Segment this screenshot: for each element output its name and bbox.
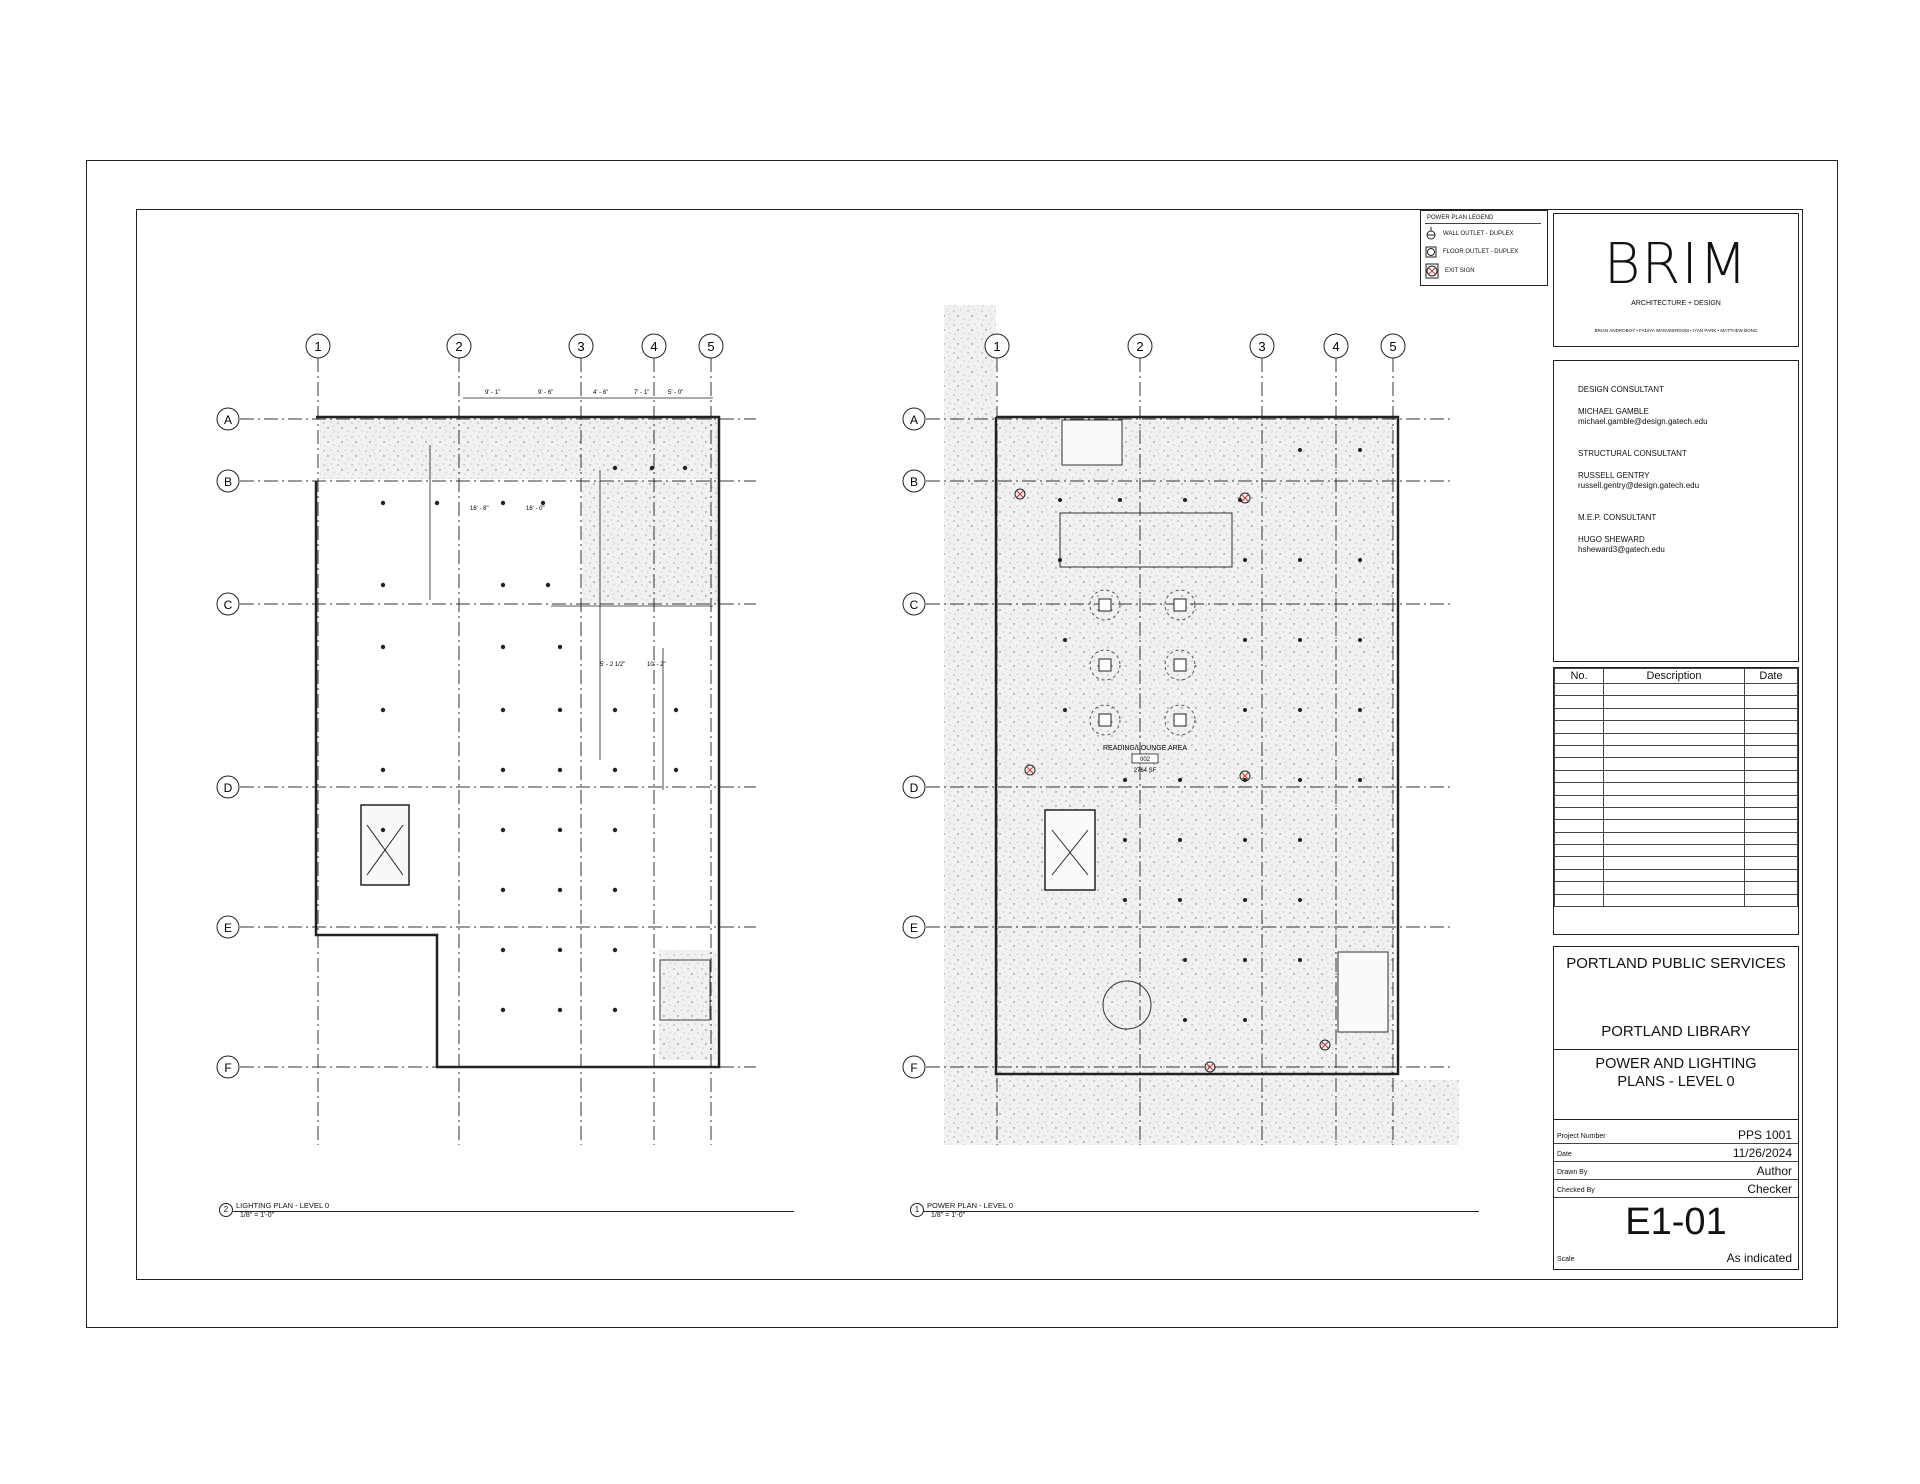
revision-cell (1745, 845, 1798, 857)
grid-label-row: A (223, 413, 233, 427)
revision-cell (1555, 770, 1604, 782)
revision-cell (1745, 708, 1798, 720)
revision-cell (1604, 721, 1745, 733)
outlet (1298, 898, 1302, 902)
outlet (1183, 958, 1187, 962)
revision-row (1555, 882, 1798, 894)
consultant-role: M.E.P. CONSULTANT (1578, 513, 1657, 522)
field-label: Date (1557, 1151, 1572, 1158)
revision-cell (1604, 708, 1745, 720)
grid-label-row: C (909, 598, 919, 612)
power-slab-bottom (996, 1067, 1393, 1145)
revision-row (1555, 783, 1798, 795)
outlet (1178, 838, 1182, 842)
light-fixture (381, 501, 385, 505)
consultant-name: MICHAEL GAMBLE (1578, 407, 1649, 416)
revision-cell (1745, 869, 1798, 881)
revision-cell (1555, 721, 1604, 733)
project-number-value: PPS 1001 (1737, 1128, 1792, 1142)
revision-cell (1604, 807, 1745, 819)
sheet-number: E1-01 (1625, 1201, 1727, 1243)
outlet (1298, 778, 1302, 782)
revision-row (1555, 758, 1798, 770)
outlet (1123, 898, 1127, 902)
grid-label-column: 4 (1332, 339, 1340, 354)
consultant-name: RUSSELL GENTRY (1578, 471, 1650, 480)
legend-title: POWER PLAN LEGEND (1427, 215, 1494, 221)
grid-label-row: F (910, 1061, 918, 1075)
light-fixture (541, 501, 545, 505)
power-stair-bottom (1338, 952, 1388, 1032)
outlet (1298, 838, 1302, 842)
lighting-slab-stair (659, 950, 716, 1060)
lighting-plan (217, 334, 756, 1145)
revision-row (1555, 845, 1798, 857)
revision-cell (1555, 783, 1604, 795)
outlet (1358, 558, 1362, 562)
outlet (1123, 838, 1127, 842)
drawn-by-value: Author (1756, 1164, 1792, 1178)
dimension-label: 16' - 8" (470, 506, 489, 512)
date-value: 11/26/2024 (1732, 1146, 1792, 1160)
revision-row (1555, 894, 1798, 906)
outlet (1243, 638, 1247, 642)
rev-header-no: No. (1555, 669, 1604, 684)
grid-label-row: B (909, 475, 919, 489)
revision-cell (1745, 857, 1798, 869)
outlet (1298, 638, 1302, 642)
revision-cell (1745, 733, 1798, 745)
power-plan-title-line (923, 1211, 1479, 1212)
grid-label-column: 2 (1136, 339, 1144, 354)
revision-cell (1555, 845, 1604, 857)
revision-row (1555, 733, 1798, 745)
light-fixture (501, 828, 505, 832)
grid-label-row: F (224, 1061, 232, 1075)
revision-cell (1745, 696, 1798, 708)
grid-label-row: E (909, 921, 919, 935)
revision-cell (1604, 745, 1745, 757)
outlet (1243, 838, 1247, 842)
outlet (1123, 778, 1127, 782)
light-fixture (558, 1008, 562, 1012)
light-fixture (613, 828, 617, 832)
revision-row (1555, 820, 1798, 832)
light-fixture (558, 645, 562, 649)
divider (1554, 1161, 1798, 1162)
grid-label-row: E (223, 921, 233, 935)
light-fixture (683, 466, 687, 470)
legend-divider (1425, 223, 1541, 224)
revision-row (1555, 832, 1798, 844)
power-slab (996, 417, 1393, 1067)
grid-label-column: 2 (455, 339, 463, 354)
consultant-role: DESIGN CONSULTANT (1578, 385, 1664, 394)
scale-value: As indicated (1726, 1251, 1792, 1265)
light-fixture (558, 768, 562, 772)
divider (1554, 1143, 1798, 1144)
floor-outlet-icon (1425, 245, 1437, 259)
power-plan-legend (1420, 210, 1548, 286)
table (1099, 714, 1111, 726)
revision-cell (1745, 721, 1798, 733)
revision-cell (1745, 832, 1798, 844)
revision-row (1555, 745, 1798, 757)
power-plan-title: POWER PLAN - LEVEL 0 (927, 1201, 1014, 1210)
revision-row (1555, 684, 1798, 696)
consultant-role: STRUCTURAL CONSULTANT (1578, 449, 1687, 458)
grid-label-column: 5 (707, 339, 715, 354)
light-fixture (546, 583, 550, 587)
dimension-label: 9' - 1" (485, 390, 501, 396)
grid-label-row: C (223, 598, 233, 612)
consultant-name: HUGO SHEWARD (1578, 535, 1645, 544)
revision-cell (1604, 696, 1745, 708)
light-fixture (435, 501, 439, 505)
table (1099, 599, 1111, 611)
revision-cell (1555, 857, 1604, 869)
outlet (1183, 1018, 1187, 1022)
revision-row (1555, 857, 1798, 869)
sheet-title: POWER AND LIGHTING PLANS - LEVEL 0 (1595, 1056, 1757, 1090)
dimension-label: 4' - 6" (593, 390, 609, 396)
dimension-label: 5' - 0" (668, 390, 684, 396)
revision-cell (1745, 758, 1798, 770)
room-label: READING/LOUNGE AREA (1102, 745, 1188, 752)
revision-cell (1604, 684, 1745, 696)
revision-cell (1555, 869, 1604, 881)
light-fixture (613, 888, 617, 892)
field-label: Drawn By (1557, 1169, 1588, 1176)
revision-cell (1555, 696, 1604, 708)
revision-cell (1604, 869, 1745, 881)
light-fixture (501, 948, 505, 952)
revision-cell (1604, 758, 1745, 770)
firm-team: BRIAN ANDROBOY • FADIYA WANVEERDOM • IYAN PARK • MATTHEW BONG (1594, 328, 1758, 333)
outlet (1298, 958, 1302, 962)
grid-label-row: B (223, 475, 233, 489)
legend-label: EXIT SIGN (1445, 268, 1475, 274)
light-fixture (381, 708, 385, 712)
light-fixture (613, 948, 617, 952)
outlet (1178, 778, 1182, 782)
legend-label: FLOOR OUTLET - DUPLEX (1443, 249, 1519, 255)
light-fixture (501, 583, 505, 587)
field-label: Project Number (1557, 1133, 1606, 1140)
consultant-email: michael.gamble@design.gatech.edu (1578, 417, 1708, 426)
revision-cell (1604, 783, 1745, 795)
revision-cell (1555, 708, 1604, 720)
rev-header-date: Date (1745, 669, 1798, 684)
power-elevator (1045, 810, 1095, 890)
outlet (1298, 708, 1302, 712)
light-fixture (381, 645, 385, 649)
light-fixture (558, 708, 562, 712)
grid-label-column: 1 (314, 339, 322, 354)
exit-sign-icon (1425, 263, 1439, 279)
power-slab-corner (1393, 1080, 1459, 1145)
power-plan-view-number: 1 (910, 1203, 924, 1217)
revision-cell (1745, 783, 1798, 795)
revisions-table (1553, 667, 1799, 935)
table (1174, 714, 1186, 726)
outlet (1243, 708, 1247, 712)
revision-cell (1555, 733, 1604, 745)
revision-cell (1745, 882, 1798, 894)
dimension-label: 10' - 2" (647, 662, 666, 668)
lighting-plan-title: LIGHTING PLAN - LEVEL 0 (236, 1201, 330, 1210)
revision-cell (1604, 795, 1745, 807)
outlet (1063, 708, 1067, 712)
revision-cell (1604, 845, 1745, 857)
revision-cell (1745, 795, 1798, 807)
light-fixture (501, 708, 505, 712)
lighting-slab-stair-core (582, 481, 718, 604)
consultant-email: hsheward3@gatech.edu (1578, 545, 1665, 554)
revision-cell (1604, 882, 1745, 894)
project-info-block (1553, 946, 1799, 1270)
revision-cell (1604, 820, 1745, 832)
outlet (1358, 778, 1362, 782)
revision-cell (1555, 807, 1604, 819)
grid-label-column: 3 (577, 339, 585, 354)
revision-cell (1745, 745, 1798, 757)
revision-cell (1745, 684, 1798, 696)
revision-cell (1555, 745, 1604, 757)
revision-cell (1555, 832, 1604, 844)
outlet (1243, 1018, 1247, 1022)
revision-cell (1745, 894, 1798, 906)
light-fixture (501, 1008, 505, 1012)
revision-row (1555, 770, 1798, 782)
outlet (1243, 958, 1247, 962)
light-fixture (501, 501, 505, 505)
revision-row (1555, 807, 1798, 819)
light-fixture (558, 888, 562, 892)
divider (1554, 1119, 1798, 1120)
outlet (1298, 558, 1302, 562)
light-fixture (674, 768, 678, 772)
light-fixture (613, 768, 617, 772)
revision-row (1555, 869, 1798, 881)
firm-tagline: ARCHITECTURE + DESIGN (1631, 300, 1721, 307)
outlet (1058, 558, 1062, 562)
wall-outlet-icon (1425, 227, 1437, 241)
revision-cell (1745, 770, 1798, 782)
power-plan (903, 305, 1459, 1145)
legend-item-floor-outlet (1425, 245, 1518, 259)
firm-logo: BRIM (1603, 232, 1749, 297)
power-site-strip (944, 305, 996, 1145)
scale-label: Scale (1557, 1256, 1575, 1263)
outlet (1063, 638, 1067, 642)
light-fixture (501, 888, 505, 892)
light-fixture (613, 1008, 617, 1012)
light-fixture (613, 708, 617, 712)
lighting-plan-title-line (232, 1211, 794, 1212)
power-plan-scale: 1/8" = 1'-0" (931, 1212, 966, 1219)
field-label: Checked By (1557, 1187, 1595, 1194)
revision-row (1555, 795, 1798, 807)
revision-cell (1604, 733, 1745, 745)
grid-label-row: D (909, 781, 919, 795)
outlet (1243, 558, 1247, 562)
revision-cell (1555, 684, 1604, 696)
divider (1554, 1179, 1798, 1180)
outlet (1358, 708, 1362, 712)
light-fixture (381, 768, 385, 772)
grid-label-row: D (223, 781, 233, 795)
light-fixture (674, 708, 678, 712)
grid-label-row: A (909, 413, 919, 427)
table (1174, 599, 1186, 611)
grid-label-column: 1 (993, 339, 1001, 354)
revision-cell (1555, 758, 1604, 770)
light-fixture (650, 466, 654, 470)
outlet (1178, 898, 1182, 902)
grid-label-column: 3 (1258, 339, 1266, 354)
outlet (1183, 498, 1187, 502)
divider (1554, 1197, 1798, 1198)
light-fixture (558, 828, 562, 832)
lighting-slab-top (320, 417, 720, 479)
power-stair-top (1062, 420, 1122, 465)
dimension-label: 7' - 1" (634, 390, 650, 396)
table (1174, 659, 1186, 671)
revision-row (1555, 721, 1798, 733)
revision-cell (1604, 770, 1745, 782)
light-fixture (558, 948, 562, 952)
light-fixture (613, 466, 617, 470)
lighting-plan-view-number: 2 (219, 1203, 233, 1217)
legend-item-exit-sign (1425, 263, 1475, 279)
revision-cell (1604, 894, 1745, 906)
dimension-label: 5' - 2 1/2" (600, 662, 626, 668)
revisions-header-row (1555, 669, 1798, 684)
outlet (1358, 448, 1362, 452)
legend-item-wall-outlet (1425, 227, 1513, 241)
firm-logo-block (1553, 213, 1799, 347)
revision-cell (1745, 807, 1798, 819)
grid-label-column: 4 (650, 339, 658, 354)
outlet (1118, 498, 1122, 502)
table (1099, 659, 1111, 671)
revision-row (1555, 696, 1798, 708)
divider (1554, 1049, 1798, 1050)
outlet (1058, 498, 1062, 502)
dimension-label: 9' - 6" (538, 390, 554, 396)
legend-label: WALL OUTLET - DUPLEX (1443, 231, 1514, 237)
revision-cell (1604, 857, 1745, 869)
revision-cell (1555, 820, 1604, 832)
project-name: PORTLAND LIBRARY (1601, 1023, 1751, 1040)
revision-cell (1745, 820, 1798, 832)
grid-label-column: 5 (1389, 339, 1397, 354)
revision-cell (1555, 894, 1604, 906)
rev-header-description: Description (1604, 669, 1745, 684)
light-fixture (381, 828, 385, 832)
outlet (1358, 638, 1362, 642)
room-number: 002 (1139, 757, 1151, 763)
revision-cell (1555, 882, 1604, 894)
revision-cell (1604, 832, 1745, 844)
revision-row (1555, 708, 1798, 720)
checked-by-value: Checker (1747, 1182, 1792, 1196)
client-name: PORTLAND PUBLIC SERVICES (1566, 955, 1786, 972)
outlet (1243, 898, 1247, 902)
consultant-email: russell.gentry@design.gatech.edu (1578, 481, 1700, 490)
dimension-label: 16' - 0" (526, 506, 545, 512)
outlet (1298, 448, 1302, 452)
consultants-block (1553, 360, 1799, 662)
lighting-plan-scale: 1/8" = 1'-0" (240, 1212, 275, 1219)
revision-cell (1555, 795, 1604, 807)
light-fixture (381, 583, 385, 587)
light-fixture (501, 768, 505, 772)
room-area: 2764 SF (1133, 768, 1157, 774)
light-fixture (501, 645, 505, 649)
